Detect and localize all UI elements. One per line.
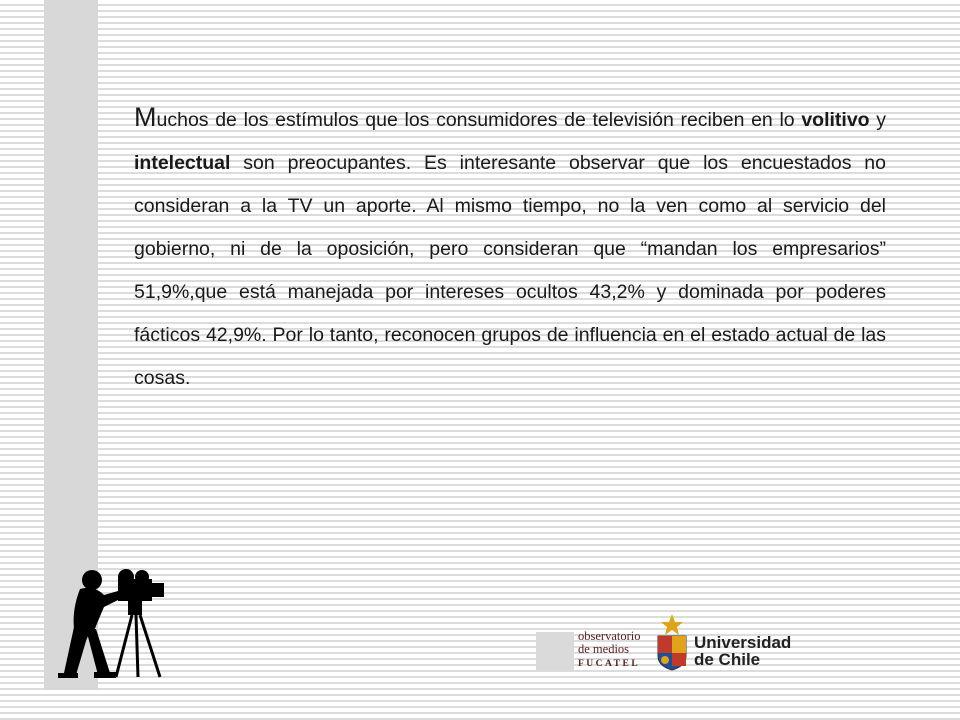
university-name (694, 634, 791, 668)
university-line-2: de Chile (694, 650, 761, 669)
observatorio-line-2: de medios (578, 642, 630, 656)
paragraph-part-1: uchos de los estímulos que los consumidores de televisión reciben en lo (156, 109, 802, 131)
observatorio-logo (578, 630, 640, 671)
bold-intelectual: intelectual (134, 152, 231, 174)
camera-operator-icon (56, 565, 168, 680)
bold-volitivo: volitivo (801, 109, 870, 131)
logo-square (536, 632, 574, 670)
observatorio-line-1: observatorio (578, 629, 641, 643)
paragraph-part-3: son preocupantes. Es interesante observar que los encuestados no consideran a la TV un aporte. Al mismo tiempo, no la ven como al servicio del gobierno, ni de la oposición, pero consideran que “mandan los empresarios” 51,9%,que está manejada por intereses ocultos 43,2% y dominada por poderes fácticos 42,9%. Por lo tanto, reconocen grupos de influencia en el estado actual de las cosas. (134, 152, 886, 389)
university-line-1: Universidad (694, 633, 792, 652)
fucatel-label: FUCATEL (578, 659, 641, 669)
university-seal-icon (654, 612, 690, 672)
paragraph-part-2: y (869, 109, 886, 131)
dropcap-letter: M (134, 102, 157, 132)
body-paragraph (134, 96, 886, 400)
